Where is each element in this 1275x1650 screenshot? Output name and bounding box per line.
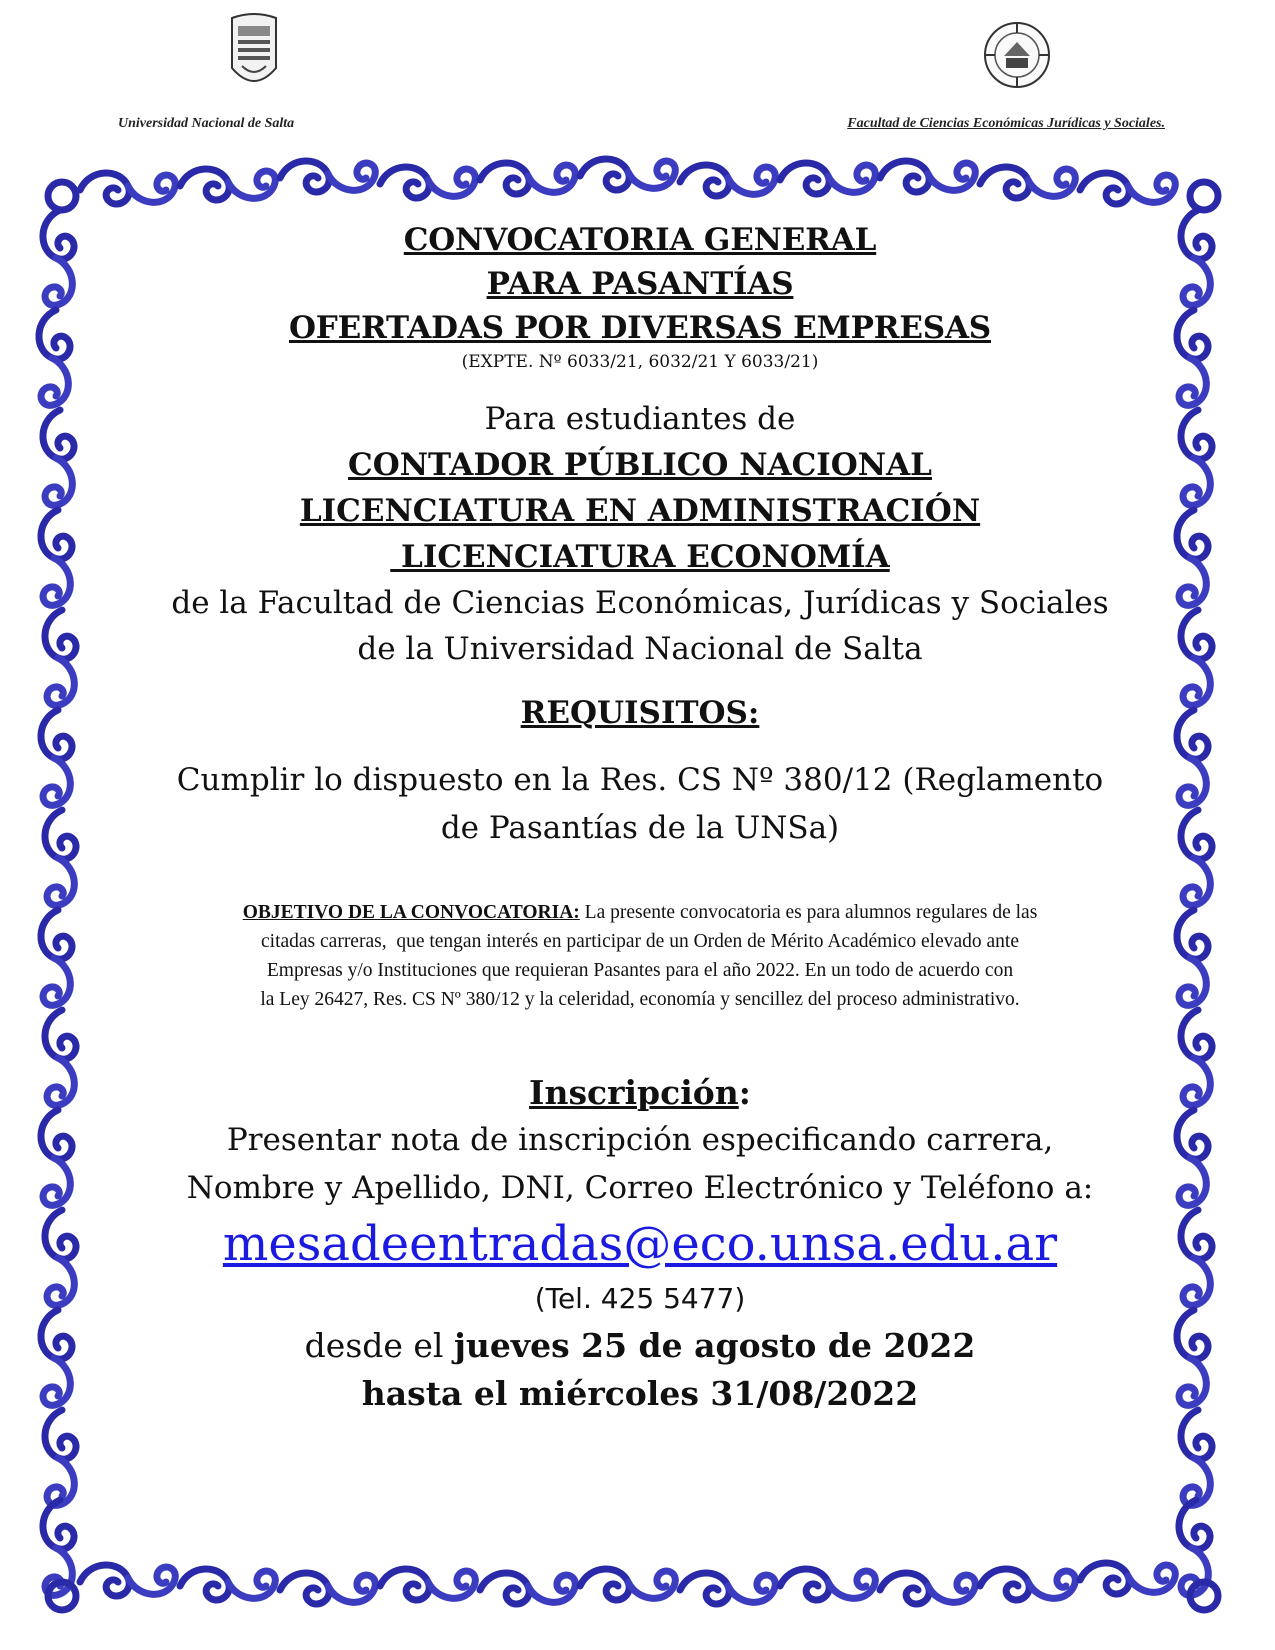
career-administracion: LICENCIATURA EN ADMINISTRACIÓN (299, 493, 981, 529)
fecha-desde (110, 1322, 1170, 1370)
objetivo-paragraph (135, 898, 1145, 1014)
expediente-reference: (EXPTE. Nº 6033/21, 6032/21 Y 6033/21) (461, 352, 819, 372)
objetivo-text-1: La presente convocatoria es para alumnos regulares de las (579, 902, 1038, 923)
objetivo-line-2: citadas carreras, que tengan interés en participar de un Orden de Mérito Académico elevado ante (261, 931, 1019, 952)
desde-fecha: jueves 25 de agosto de 2022 (453, 1326, 976, 1365)
faculty-line-2: de la Universidad Nacional de Salta (357, 631, 923, 667)
objetivo-heading: OBJETIVO DE LA CONVOCATORIA: (242, 902, 580, 923)
desde-prefix: desde el (304, 1326, 454, 1365)
university-name: Universidad Nacional de Salta (118, 116, 295, 131)
inscripcion-line-1: Presentar nota de inscripción especificando carrera, (226, 1122, 1054, 1158)
faculty-seal-icon (982, 20, 1052, 90)
objetivo-line-1 (135, 898, 1145, 927)
title-line-2: PARA PASANTÍAS (486, 266, 794, 302)
requisitos-line-2: de Pasantías de la UNSa) (440, 810, 840, 846)
telefono: (Tel. 425 5477) (534, 1282, 746, 1315)
objetivo-line-3: Empresas y/o Instituciones que requieran Pasantes para el año 2022. En un todo de acuerdo con (266, 960, 1014, 981)
audience-intro: Para estudiantes de (484, 401, 796, 437)
fecha-hasta (110, 1370, 1170, 1418)
objetivo-line-4: la Ley 26427, Res. CS Nº 380/12 y la celeridad, economía y sencillez del proceso administrativo. (260, 989, 1020, 1010)
requisitos-heading: REQUISITOS: (520, 695, 760, 731)
inscripcion-title: Inscripción (529, 1073, 739, 1112)
inscripcion-heading (110, 1070, 1170, 1116)
career-economia: LICENCIATURA ECONOMÍA (390, 539, 890, 575)
university-seal-icon (228, 12, 280, 94)
title-line-3: OFERTADAS POR DIVERSAS EMPRESAS (289, 310, 991, 346)
inscripcion-colon: : (738, 1073, 751, 1112)
hasta-fecha: hasta el miércoles 31/08/2022 (361, 1374, 919, 1413)
requisitos-body (110, 756, 1170, 852)
requisitos-line-1: Cumplir lo dispuesto en la Res. CS Nº 380/12 (Reglamento (176, 762, 1104, 798)
faculty-name: Facultad de Ciencias Económicas Jurídicas y Sociales. (847, 116, 1165, 131)
title-line-1: CONVOCATORIA GENERAL (403, 222, 877, 258)
inscripcion-line-2: Nombre y Apellido, DNI, Correo Electrónico y Teléfono a: (186, 1170, 1094, 1206)
email-link[interactable]: mesadeentradas@eco.unsa.edu.ar (222, 1216, 1058, 1272)
career-contador: CONTADOR PÚBLICO NACIONAL (348, 447, 932, 483)
faculty-line-1: de la Facultad de Ciencias Económicas, Jurídicas y Sociales (171, 585, 1109, 621)
announcement-body (110, 218, 1170, 1418)
